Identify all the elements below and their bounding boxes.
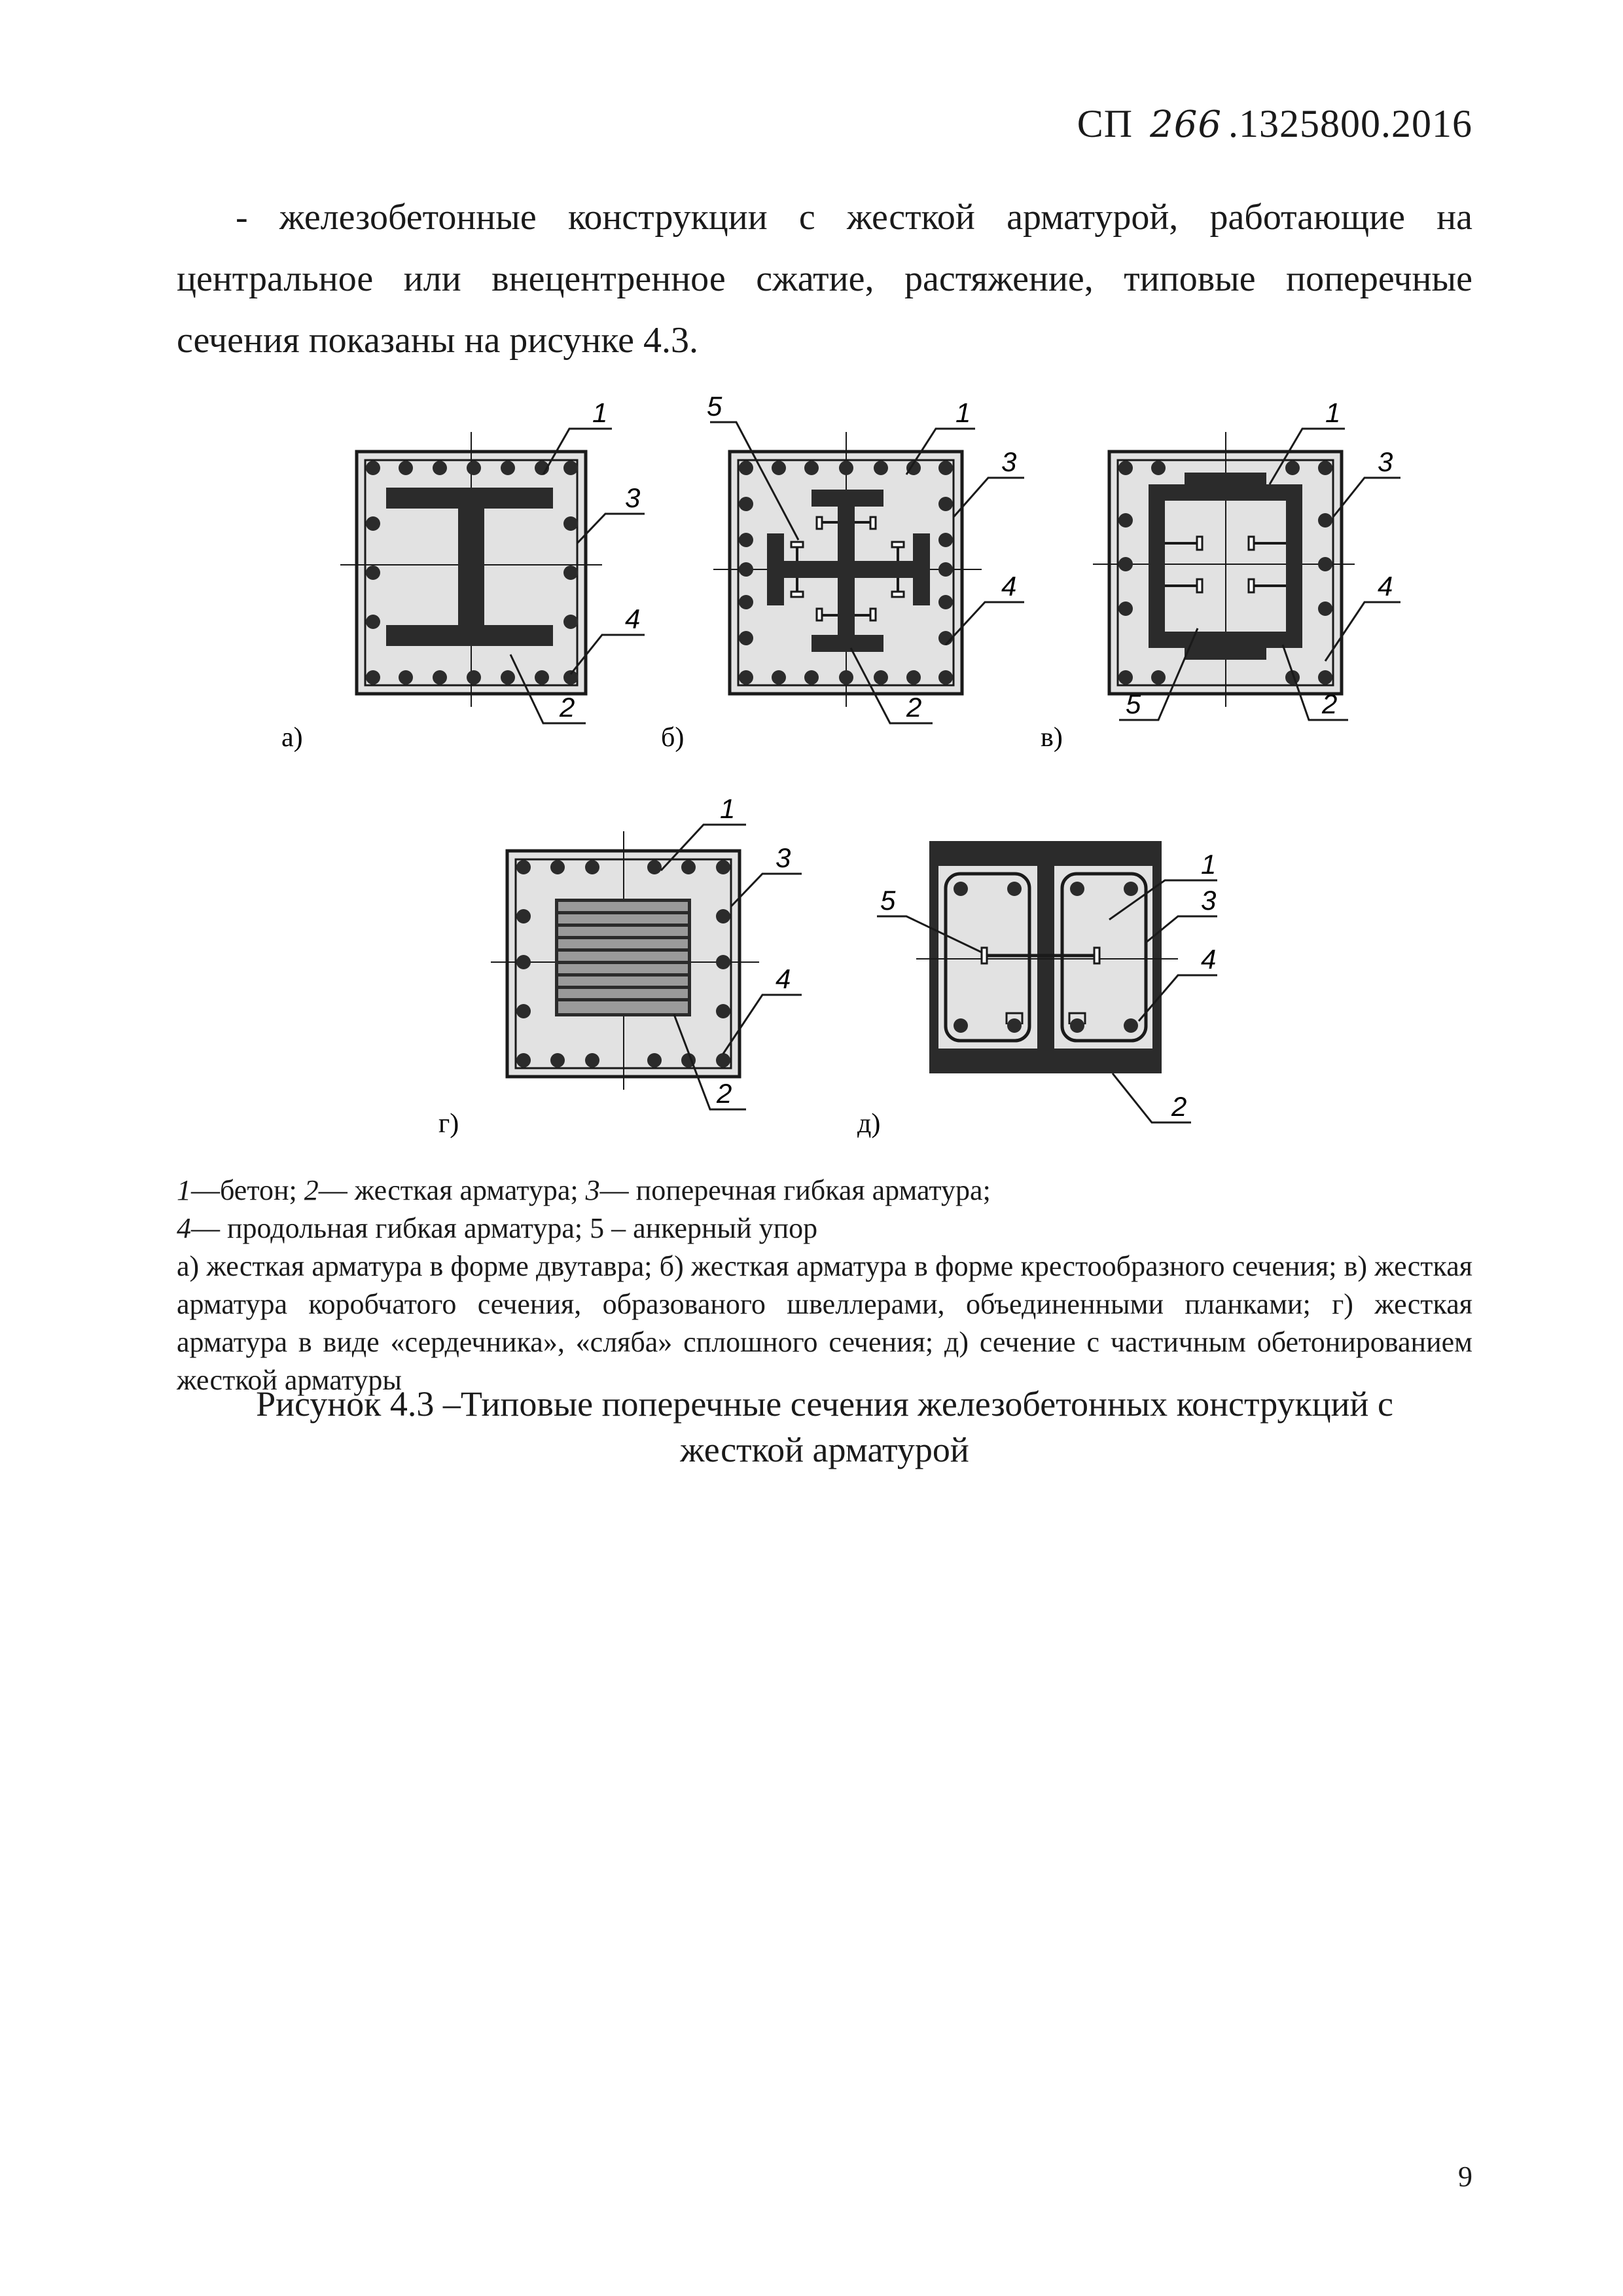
figure-caption [177,1381,1472,1473]
callout-b-3: 3 [1001,446,1017,477]
callout-a-1: 1 [592,397,608,428]
figure-legend [177,1172,1472,1399]
callout-g-3: 3 [776,842,791,873]
section-v-box [1093,429,1400,720]
section-g-slab [491,825,802,1109]
section-d-partial [877,841,1217,1122]
section-a-ibeam [340,429,645,723]
sublabel-a: а) [281,723,303,753]
callout-a-3: 3 [625,482,641,513]
callout-v-1: 1 [1325,397,1341,428]
callout-g-2: 2 [717,1078,732,1109]
caption-line-2: жесткой арматурой [680,1430,969,1469]
legend-description: а) жесткая арматура в форме двутавра; б) жесткая арматура в форме крестообразного сечения; в) жесткая арматура коробчатого сечения, образованого швеллерами, объединенными планками; г) жесткая арматура в виде «сердечника», «сляба» сплошного сечения; д) сечение с частичным обетонированием жесткой арматуры [177,1250,1472,1396]
callout-v-2: 2 [1322,689,1338,719]
intro-paragraph: - железобетонные конструкции с жесткой арматурой, работающие на центральное или внецентренное сжатие, растяжение, типовые поперечные сечения показаны на рисунке 4.3. [177,197,1472,361]
callout-g-1: 1 [720,793,736,824]
callout-d-3: 3 [1201,885,1217,916]
sublabel-g: г) [438,1109,459,1139]
legend-line-2: 4— продольная гибкая арматура; 5 – анкерный упор [177,1212,818,1244]
header-handwritten-number: 266 [1150,103,1222,146]
callout-d-5: 5 [880,885,896,916]
callout-d-4: 4 [1201,944,1217,975]
callout-d-2: 2 [1171,1091,1187,1122]
callout-g-4: 4 [776,963,791,994]
caption-line-1: Рисунок 4.3 –Типовые поперечные сечения железобетонных конструкций с [256,1384,1393,1424]
callout-a-4: 4 [625,603,641,634]
header-suffix: .1325800.2016 [1228,102,1472,145]
sublabel-d: д) [857,1109,881,1139]
callout-v-3: 3 [1378,446,1393,477]
callout-v-5: 5 [1126,689,1141,719]
callout-b-2: 2 [906,692,922,723]
section-b-cross [710,422,1024,723]
legend-line-1: 1—бетон; 2— жесткая арматура; 3— поперечная гибкая арматура; [177,1174,991,1206]
callout-a-2: 2 [560,692,575,723]
callout-d-1: 1 [1201,849,1217,880]
page-number: 9 [1458,2161,1472,2193]
sublabel-v: в) [1041,723,1063,753]
callout-b-4: 4 [1001,571,1017,601]
sublabel-b: б) [661,723,685,753]
callout-b-5: 5 [707,391,722,422]
callout-b-1: 1 [955,397,971,428]
callout-v-4: 4 [1378,571,1393,601]
header-prefix: СП [1077,102,1133,145]
